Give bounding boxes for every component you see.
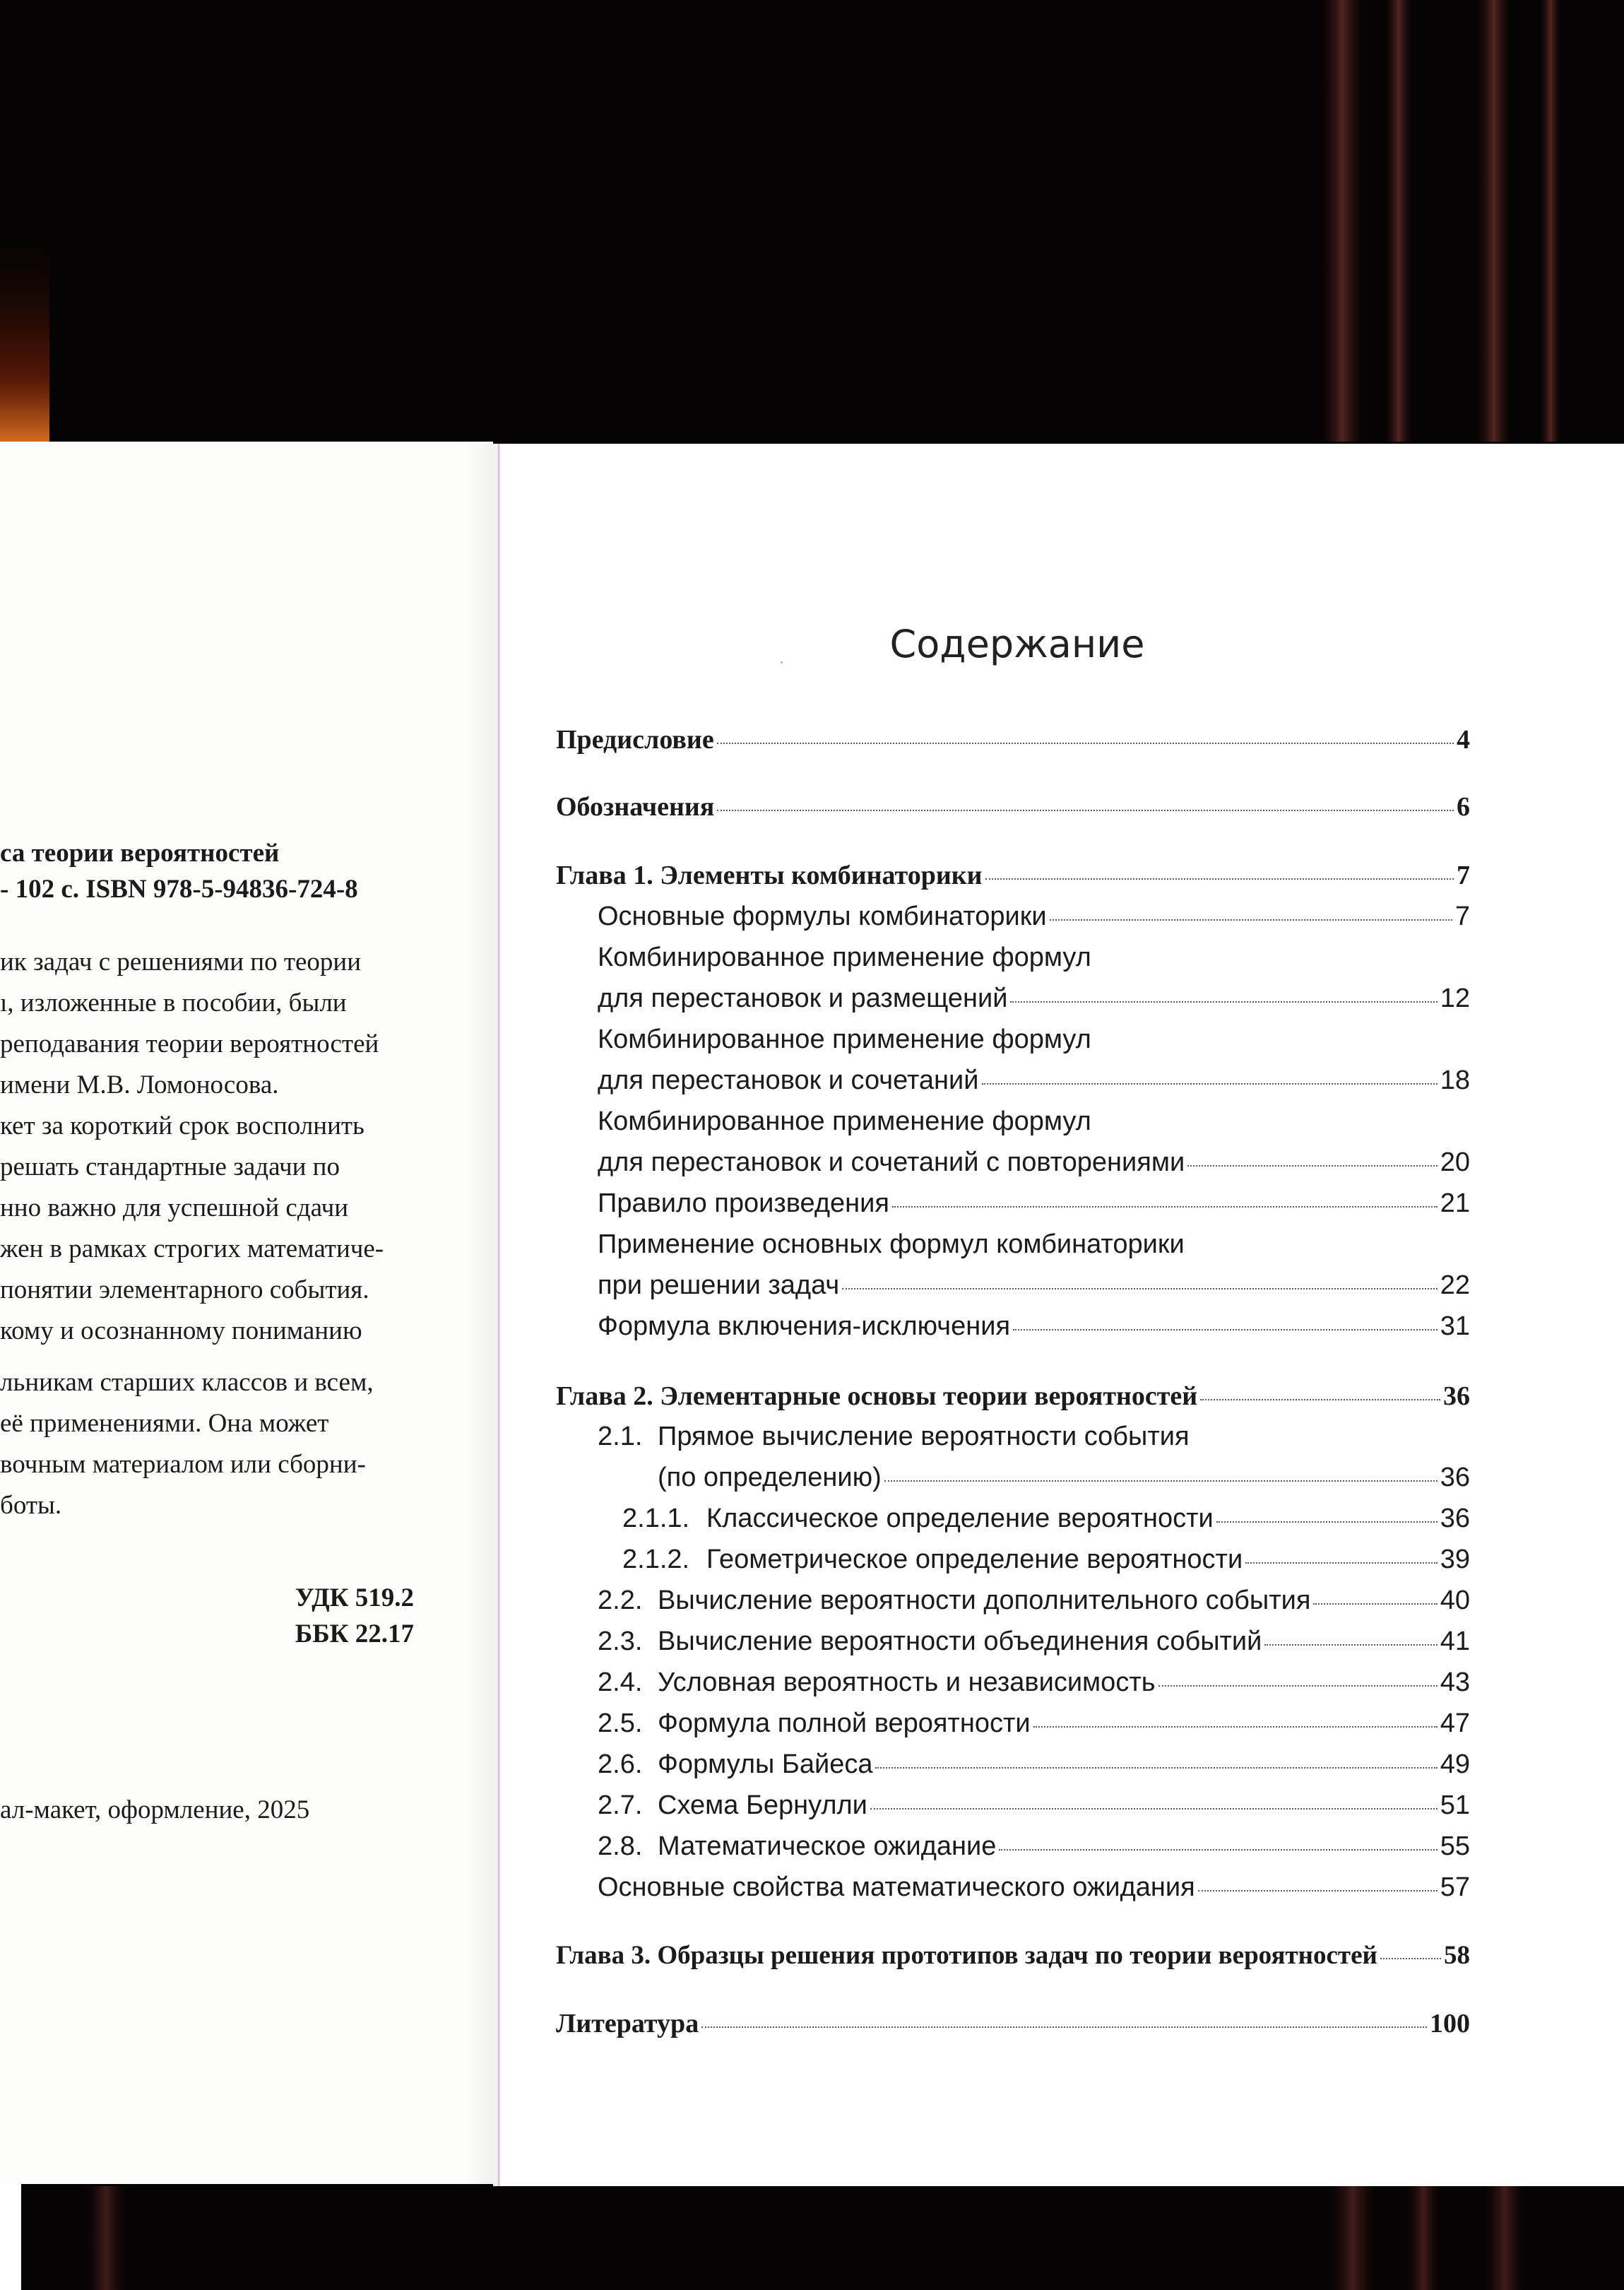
annotation-line: имени М.В. Ломоносова. [0, 1070, 279, 1099]
toc-entry-page: 36 [1440, 1463, 1470, 1492]
toc-entry-number: 2.4. [598, 1668, 643, 1697]
toc-entry-label [598, 1790, 867, 1821]
page-fold [498, 444, 500, 2186]
toc-entry[interactable] [598, 1831, 1470, 1862]
dot-leader [717, 810, 1454, 811]
toc-entry-label: при решении задач [598, 1270, 840, 1300]
toc-entry-label: Комбинированное применение формул [598, 943, 1091, 972]
toc-entry-page: 39 [1440, 1545, 1470, 1574]
toc-entry-label: Комбинированное применение формул [598, 1106, 1091, 1136]
dot-leader [717, 743, 1454, 744]
toc-entry[interactable] [598, 1311, 1470, 1342]
toc-entry[interactable] [598, 1270, 1470, 1301]
toc-entry-page: 22 [1440, 1270, 1470, 1300]
toc-entry-label: Обозначения [556, 792, 715, 822]
dot-leader [1198, 1890, 1438, 1891]
dot-leader [892, 1206, 1438, 1208]
toc-entry-label [598, 1708, 1031, 1739]
toc-title: Содержание [889, 622, 1145, 666]
scan-speck [781, 661, 783, 663]
toc-entry-label: для перестановок и сочетаний с повторениями [598, 1147, 1185, 1177]
annotation-line: боты. [0, 1491, 62, 1520]
toc-entry-label: для перестановок и сочетаний [598, 1066, 979, 1095]
toc-entry[interactable] [622, 1545, 1470, 1575]
toc-entry-label: Глава 2. Элементарные основы теории вероятностей [556, 1381, 1198, 1411]
annotation-line: кет за короткий срок восполнить [0, 1111, 364, 1140]
dot-leader [999, 1849, 1437, 1851]
toc-entry-page: 12 [1440, 984, 1470, 1013]
toc-entry[interactable] [598, 1586, 1470, 1616]
dot-leader [1216, 1521, 1438, 1523]
dot-leader [701, 2026, 1427, 2028]
annotation-line: ик задач с решениями по теории [0, 948, 362, 976]
bibliographic-line-2: - 102 с. ISBN 978-5-94836-724-8 [0, 875, 358, 904]
toc-entry[interactable] [598, 1147, 1470, 1178]
annotation-line: нно важно для успешной сдачи [0, 1193, 349, 1222]
annotation-line: ı, изложенные в пособии, были [0, 988, 347, 1017]
toc-entry-notation[interactable] [556, 791, 1470, 822]
toc-entry-preface[interactable] [556, 724, 1470, 755]
annotation-line: решать стандартные задачи по [0, 1152, 340, 1181]
toc-entry-page: 55 [1440, 1831, 1470, 1861]
toc-entry-page: 36 [1440, 1504, 1470, 1533]
toc-entry-page: 6 [1457, 792, 1470, 822]
toc-entry-page: 21 [1440, 1188, 1470, 1218]
annotation-line: льникам старших классов и всем, [0, 1368, 374, 1397]
toc-entry-page: 51 [1440, 1790, 1470, 1820]
annotation-line: жен в рамках строгих математиче- [0, 1234, 384, 1263]
dot-leader [1187, 1165, 1438, 1167]
toc-entry-label [622, 1504, 1214, 1534]
annotation-line: её применениями. Она может [0, 1409, 329, 1438]
toc-entry-text: Математическое ожидание [658, 1831, 997, 1861]
bibliographic-line-1: са теории вероятностей [0, 839, 280, 868]
dot-leader [1158, 1685, 1438, 1687]
toc-entry-label [622, 1545, 1243, 1575]
toc-entry-number: 2.6. [598, 1749, 643, 1779]
toc-entry-literature[interactable] [556, 2008, 1470, 2039]
toc-entry-label: Прямое вычисление вероятности события [658, 1422, 1190, 1451]
toc-entry-label: Литература [556, 2009, 699, 2038]
toc-entry-page: 36 [1443, 1381, 1470, 1411]
dot-leader [875, 1767, 1437, 1769]
dot-leader [1050, 919, 1452, 921]
dot-leader [1013, 1329, 1438, 1330]
page-edge [0, 2184, 21, 2290]
toc-entry[interactable] [598, 1668, 1470, 1698]
toc-entry-number: 2.8. [598, 1831, 643, 1861]
toc-entry-number: 2.7. [598, 1790, 643, 1820]
dot-leader [1313, 1603, 1437, 1605]
toc-entry-page: 49 [1440, 1749, 1470, 1779]
toc-entry[interactable] [598, 1066, 1470, 1096]
toc-entry-number: 2.1.2. [622, 1545, 690, 1574]
toc-entry-text: Формулы Байеса [658, 1749, 873, 1779]
toc-entry-page: 20 [1440, 1147, 1470, 1177]
dot-leader [842, 1288, 1438, 1289]
toc-entry-page: 57 [1440, 1872, 1470, 1902]
dot-leader [1010, 1001, 1437, 1003]
toc-entry-label: Применение основных формул комбинаторики [598, 1229, 1185, 1259]
toc-entry-label: Правило произведения [598, 1188, 889, 1218]
toc-entry[interactable] [598, 1708, 1470, 1739]
toc-entry-label: Основные свойства математического ожидания [598, 1872, 1195, 1902]
toc-entry[interactable] [598, 1872, 1470, 1903]
annotation-line: вочным материалом или сборни- [0, 1450, 366, 1479]
toc-entry[interactable] [598, 1790, 1470, 1821]
dot-leader [1264, 1644, 1437, 1646]
toc-entry-label [598, 1749, 872, 1780]
toc-entry-page: 41 [1440, 1627, 1470, 1656]
toc-entry-label [598, 1586, 1310, 1616]
udk-code: УДК 519.2 [295, 1583, 414, 1612]
toc-entry-text: Геометрическое определение вероятности [706, 1545, 1243, 1574]
toc-entry-chapter-2[interactable] [556, 1381, 1470, 1412]
toc-entry-number: 2.1.1. [622, 1504, 690, 1533]
toc-entry[interactable] [622, 1504, 1470, 1534]
toc-entry-chapter-3[interactable] [556, 1940, 1470, 1971]
toc-entry-label [598, 1668, 1156, 1698]
toc-entry-page: 4 [1457, 725, 1470, 755]
toc-entry[interactable] [598, 902, 1470, 932]
toc-entry-page: 58 [1444, 1941, 1470, 1970]
toc-entry-chapter-1[interactable] [556, 860, 1470, 891]
dot-leader [1380, 1958, 1441, 1959]
toc-entry[interactable] [598, 1627, 1470, 1657]
toc-entry-label [598, 1627, 1262, 1657]
toc-entry-page: 31 [1440, 1311, 1470, 1341]
toc-entry-text: Вычисление вероятности объединения событий [658, 1627, 1262, 1656]
toc-entry-label: Предисловие [556, 725, 714, 755]
dot-leader [985, 878, 1454, 880]
toc-entry-page: 40 [1440, 1586, 1470, 1615]
page-fold-shadow [465, 444, 499, 2186]
toc-entry-page: 7 [1457, 861, 1470, 890]
toc-entry-label: Основные формулы комбинаторики [598, 902, 1047, 931]
toc-entry-number: 2.1. [598, 1422, 643, 1451]
dot-leader [1033, 1726, 1438, 1728]
toc-entry-number: 2.3. [598, 1627, 643, 1656]
toc-entry-label: Комбинированное применение формул [598, 1025, 1091, 1054]
dot-leader [1200, 1399, 1440, 1400]
toc-entry-page: 100 [1430, 2009, 1470, 2038]
toc-entry[interactable] [598, 1188, 1470, 1219]
toc-entry-text: Вычисление вероятности дополнительного события [658, 1586, 1311, 1615]
dot-leader [884, 1480, 1438, 1482]
dot-leader [1245, 1562, 1438, 1564]
toc-entry-text: Схема Бернулли [658, 1790, 867, 1820]
toc-entry[interactable] [658, 1463, 1470, 1493]
toc-entry-label: для перестановок и размещений [598, 984, 1008, 1013]
copyright-line: ал-макет, оформление, 2025 [0, 1795, 310, 1824]
annotation-line: понятии элементарного события. [0, 1275, 369, 1304]
toc-entry-text: Классическое определение вероятности [706, 1504, 1214, 1533]
toc-entry-page: 47 [1440, 1708, 1470, 1738]
annotation-line: кому и осознанному пониманию [0, 1316, 362, 1345]
toc-entry-label [598, 1831, 996, 1862]
dot-leader [982, 1083, 1438, 1085]
toc-entry-text: Условная вероятность и независимость [658, 1668, 1156, 1697]
toc-entry[interactable] [598, 984, 1470, 1014]
toc-entry[interactable] [598, 1749, 1470, 1780]
bbk-code: ББК 22.17 [295, 1619, 414, 1648]
annotation-line: реподавания теории вероятностей [0, 1029, 379, 1058]
toc-entry-number: 2.2. [598, 1586, 643, 1615]
dot-leader [870, 1808, 1438, 1810]
toc-entry-label: (по определению) [658, 1463, 882, 1492]
toc-entry-number: 2.5. [598, 1708, 643, 1738]
toc-entry-label: Глава 3. Образцы решения прототипов задач по теории вероятностей [556, 1941, 1377, 1970]
toc-entry-label: Глава 1. Элементы комбинаторики [556, 861, 983, 890]
toc-entry-page: 7 [1454, 902, 1470, 931]
toc-entry-page: 43 [1440, 1668, 1470, 1697]
toc-entry-label: Формула включения-исключения [598, 1311, 1011, 1341]
toc-entry-page: 18 [1440, 1066, 1470, 1095]
toc-entry-text: Формула полной вероятности [658, 1708, 1031, 1738]
